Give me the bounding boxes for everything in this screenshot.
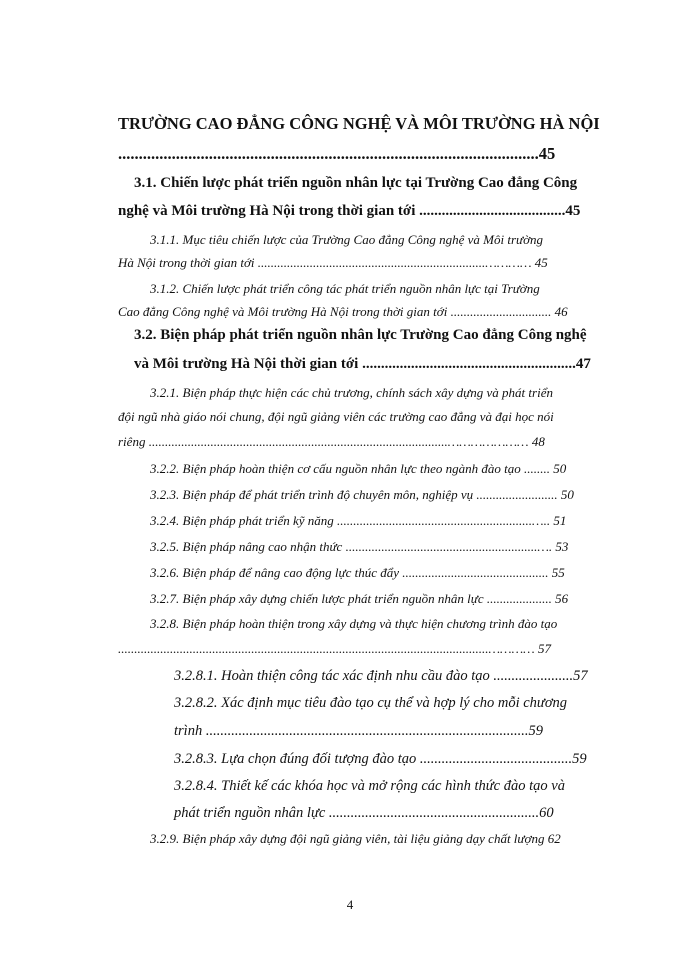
toc-entry-3-1: 3.1. Chiến lược phát triển nguồn nhân lực tại Trường Cao đẳng Công <box>134 175 578 191</box>
toc-entry-3-2-8-4-cont: phát triển nguồn nhân lực ..........................................................60 <box>174 805 554 821</box>
toc-entry-3-2-9: 3.2.9. Biện pháp xây dựng đội ngũ giảng viên, tài liệu giảng dạy chất lượng 62 <box>150 831 561 846</box>
toc-entry-3-2-8-1: 3.2.8.1. Hoàn thiện công tác xác định nhu cầu đào tạo ......................57 <box>174 668 588 684</box>
toc-entry-3-1-2-cont: Cao đẳng Công nghệ và Môi trường Hà Nội trong thời gian tới ............................... 46 <box>118 304 568 319</box>
toc-entry-3-1-1-cont: Hà Nội trong thời gian tới ......................................................................………… 45 <box>118 255 548 270</box>
toc-entry-3-2-8-2: 3.2.8.2. Xác định mục tiêu đào tạo cụ thể và hợp lý cho mỗi chương <box>174 695 568 711</box>
toc-entry-3-2: 3.2. Biện pháp phát triển nguồn nhân lực Trường Cao đẳng Công nghệ <box>134 327 587 343</box>
toc-entry-3-1-1: 3.1.1. Mục tiêu chiến lược của Trường Cao đẳng Công nghệ và Môi trường <box>150 232 544 247</box>
toc-entry-3-2-8-4: 3.2.8.4. Thiết kế các khóa học và mở rộng các hình thức đào tạo và <box>174 778 565 794</box>
toc-entry-3-2-1: 3.2.1. Biện pháp thực hiện các chủ trương, chính sách xây dựng và phát triển <box>150 385 553 400</box>
toc-entry-3-2-7: 3.2.7. Biện pháp xây dựng chiến lược phát triển nguồn nhân lực .................... 56 <box>150 591 569 606</box>
toc-entry-3-2-8-3: 3.2.8.3. Lựa chọn đúng đối tượng đào tạo ..........................................59 <box>174 751 587 767</box>
toc-entry-3-2-4: 3.2.4. Biện pháp phát triển kỹ năng ............................................................….. 51 <box>150 513 567 528</box>
toc-entry-3-2-8: 3.2.8. Biện pháp hoàn thiện trong xây dựng và thực hiện chương trình đào tạo <box>150 616 558 631</box>
toc-entry-3-2-1-cont2: riêng ............................................................................................………………… 48 <box>118 434 545 449</box>
toc-entry-3-2-5: 3.2.5. Biện pháp nâng cao nhận thức ...........................................................…. 53 <box>150 539 569 554</box>
toc-entry-3-2-8-2-cont: trình .........................................................................................59 <box>174 723 543 739</box>
toc-entry-3-1-2: 3.1.2. Chiến lược phát triển công tác phát triển nguồn nhân lực tại Trường <box>150 281 540 296</box>
toc-heading-college-leader: ......................................................................................................45 <box>118 144 556 163</box>
toc-entry-3-2-3: 3.2.3. Biện pháp để phát triển trình độ chuyên môn, nghiệp vụ ......................... 50 <box>150 487 574 502</box>
toc-entry-3-1-cont: nghệ và Môi trường Hà Nội trong thời gian tới .......................................45 <box>118 203 581 219</box>
toc-entry-3-2-2: 3.2.2. Biện pháp hoàn thiện cơ cấu nguồn nhân lực theo ngành đào tạo ........ 50 <box>150 461 567 476</box>
page-number: 4 <box>346 897 354 912</box>
toc-entry-3-2-8-cont: ..................................................................................................................………… 57 <box>118 641 551 656</box>
toc-heading-college: TRƯỜNG CAO ĐẲNG CÔNG NGHỆ VÀ MÔI TRƯỜNG HÀ NỘI <box>118 114 600 133</box>
toc-entry-3-2-cont: và Môi trường Hà Nội thời gian tới .........................................................47 <box>134 356 591 372</box>
toc-entry-3-2-1-cont: đội ngũ nhà giáo nói chung, đội ngũ giảng viên các trường cao đẳng và đại học nói <box>118 409 554 424</box>
toc-entry-3-2-6: 3.2.6. Biện pháp để nâng cao động lực thúc đẩy ............................................. 55 <box>150 565 565 580</box>
